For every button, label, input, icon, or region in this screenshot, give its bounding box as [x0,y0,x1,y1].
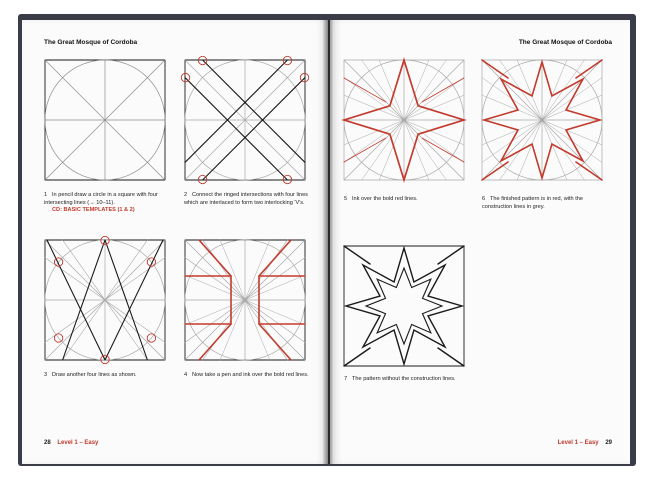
right-folio [558,440,612,446]
step-number: 2 [184,192,188,198]
level-label: Level 1 – Easy [557,440,599,446]
step-text: The pattern without the construction lines. [352,376,456,382]
figure-step-4 [185,240,305,360]
caption-step-1 [44,192,174,215]
level-label: Level 1 – Easy [57,440,99,446]
step-text: Ink over the bold red lines. [352,196,418,202]
step-number: 5 [344,196,348,202]
figure-step-3 [45,240,165,360]
corner-line [438,348,464,366]
left-page [22,20,328,464]
caption-step-5 [344,196,474,204]
step-number: 3 [44,372,48,378]
left-folio [44,440,98,446]
step-text: Connect the ringed intersections with four lines which are interlaced to form two interlocking 'V's. [184,192,308,206]
cd-reference: CD: BASIC TEMPLATES (1 & 2) [52,207,135,214]
caption-step-3 [44,372,174,380]
left-running-head: The Great Mosque of Cordoba [44,39,138,46]
right-page [330,20,630,464]
caption-step-7 [344,376,474,384]
red-corner-line [576,162,602,180]
step-number: 4 [184,372,188,378]
corner-line [344,246,370,264]
corner-line [438,246,464,264]
figure-step-7 [344,246,464,366]
figure-step-6 [482,60,602,180]
caption-step-4 [184,372,314,380]
step-text: Now take a pen and ink over the bold red lines. [192,372,309,378]
figure-step-1 [45,60,165,180]
red-helper-line [344,78,386,102]
red-corner-line [482,60,508,78]
step-number: 7 [344,376,348,382]
red-corner-line [576,60,602,78]
red-corner-line [482,162,508,180]
page-number: 28 [44,440,51,446]
step-text: In pencil draw a circle in a square with four intersecting lines (→ 10–11). [44,192,158,206]
step-number: 1 [44,192,48,198]
figure-step-5 [344,60,464,180]
page-number: 29 [605,440,612,446]
red-helper-line [422,138,464,162]
red-helper-line [422,78,464,102]
caption-step-6 [482,196,612,211]
step-text: The finished pattern is in red, with the construction lines in grey. [482,196,583,210]
red-helper-line [344,138,386,162]
corner-line [344,348,370,366]
figure-step-2 [185,60,305,180]
step-number: 6 [482,196,486,202]
book-spine [323,20,333,464]
eight-point-star [346,248,462,364]
inner-star [366,268,442,344]
open-book [18,14,636,466]
right-running-head: The Great Mosque of Cordoba [518,39,612,46]
caption-step-2 [184,192,314,207]
step-text: Draw another four lines as shown. [52,372,137,378]
